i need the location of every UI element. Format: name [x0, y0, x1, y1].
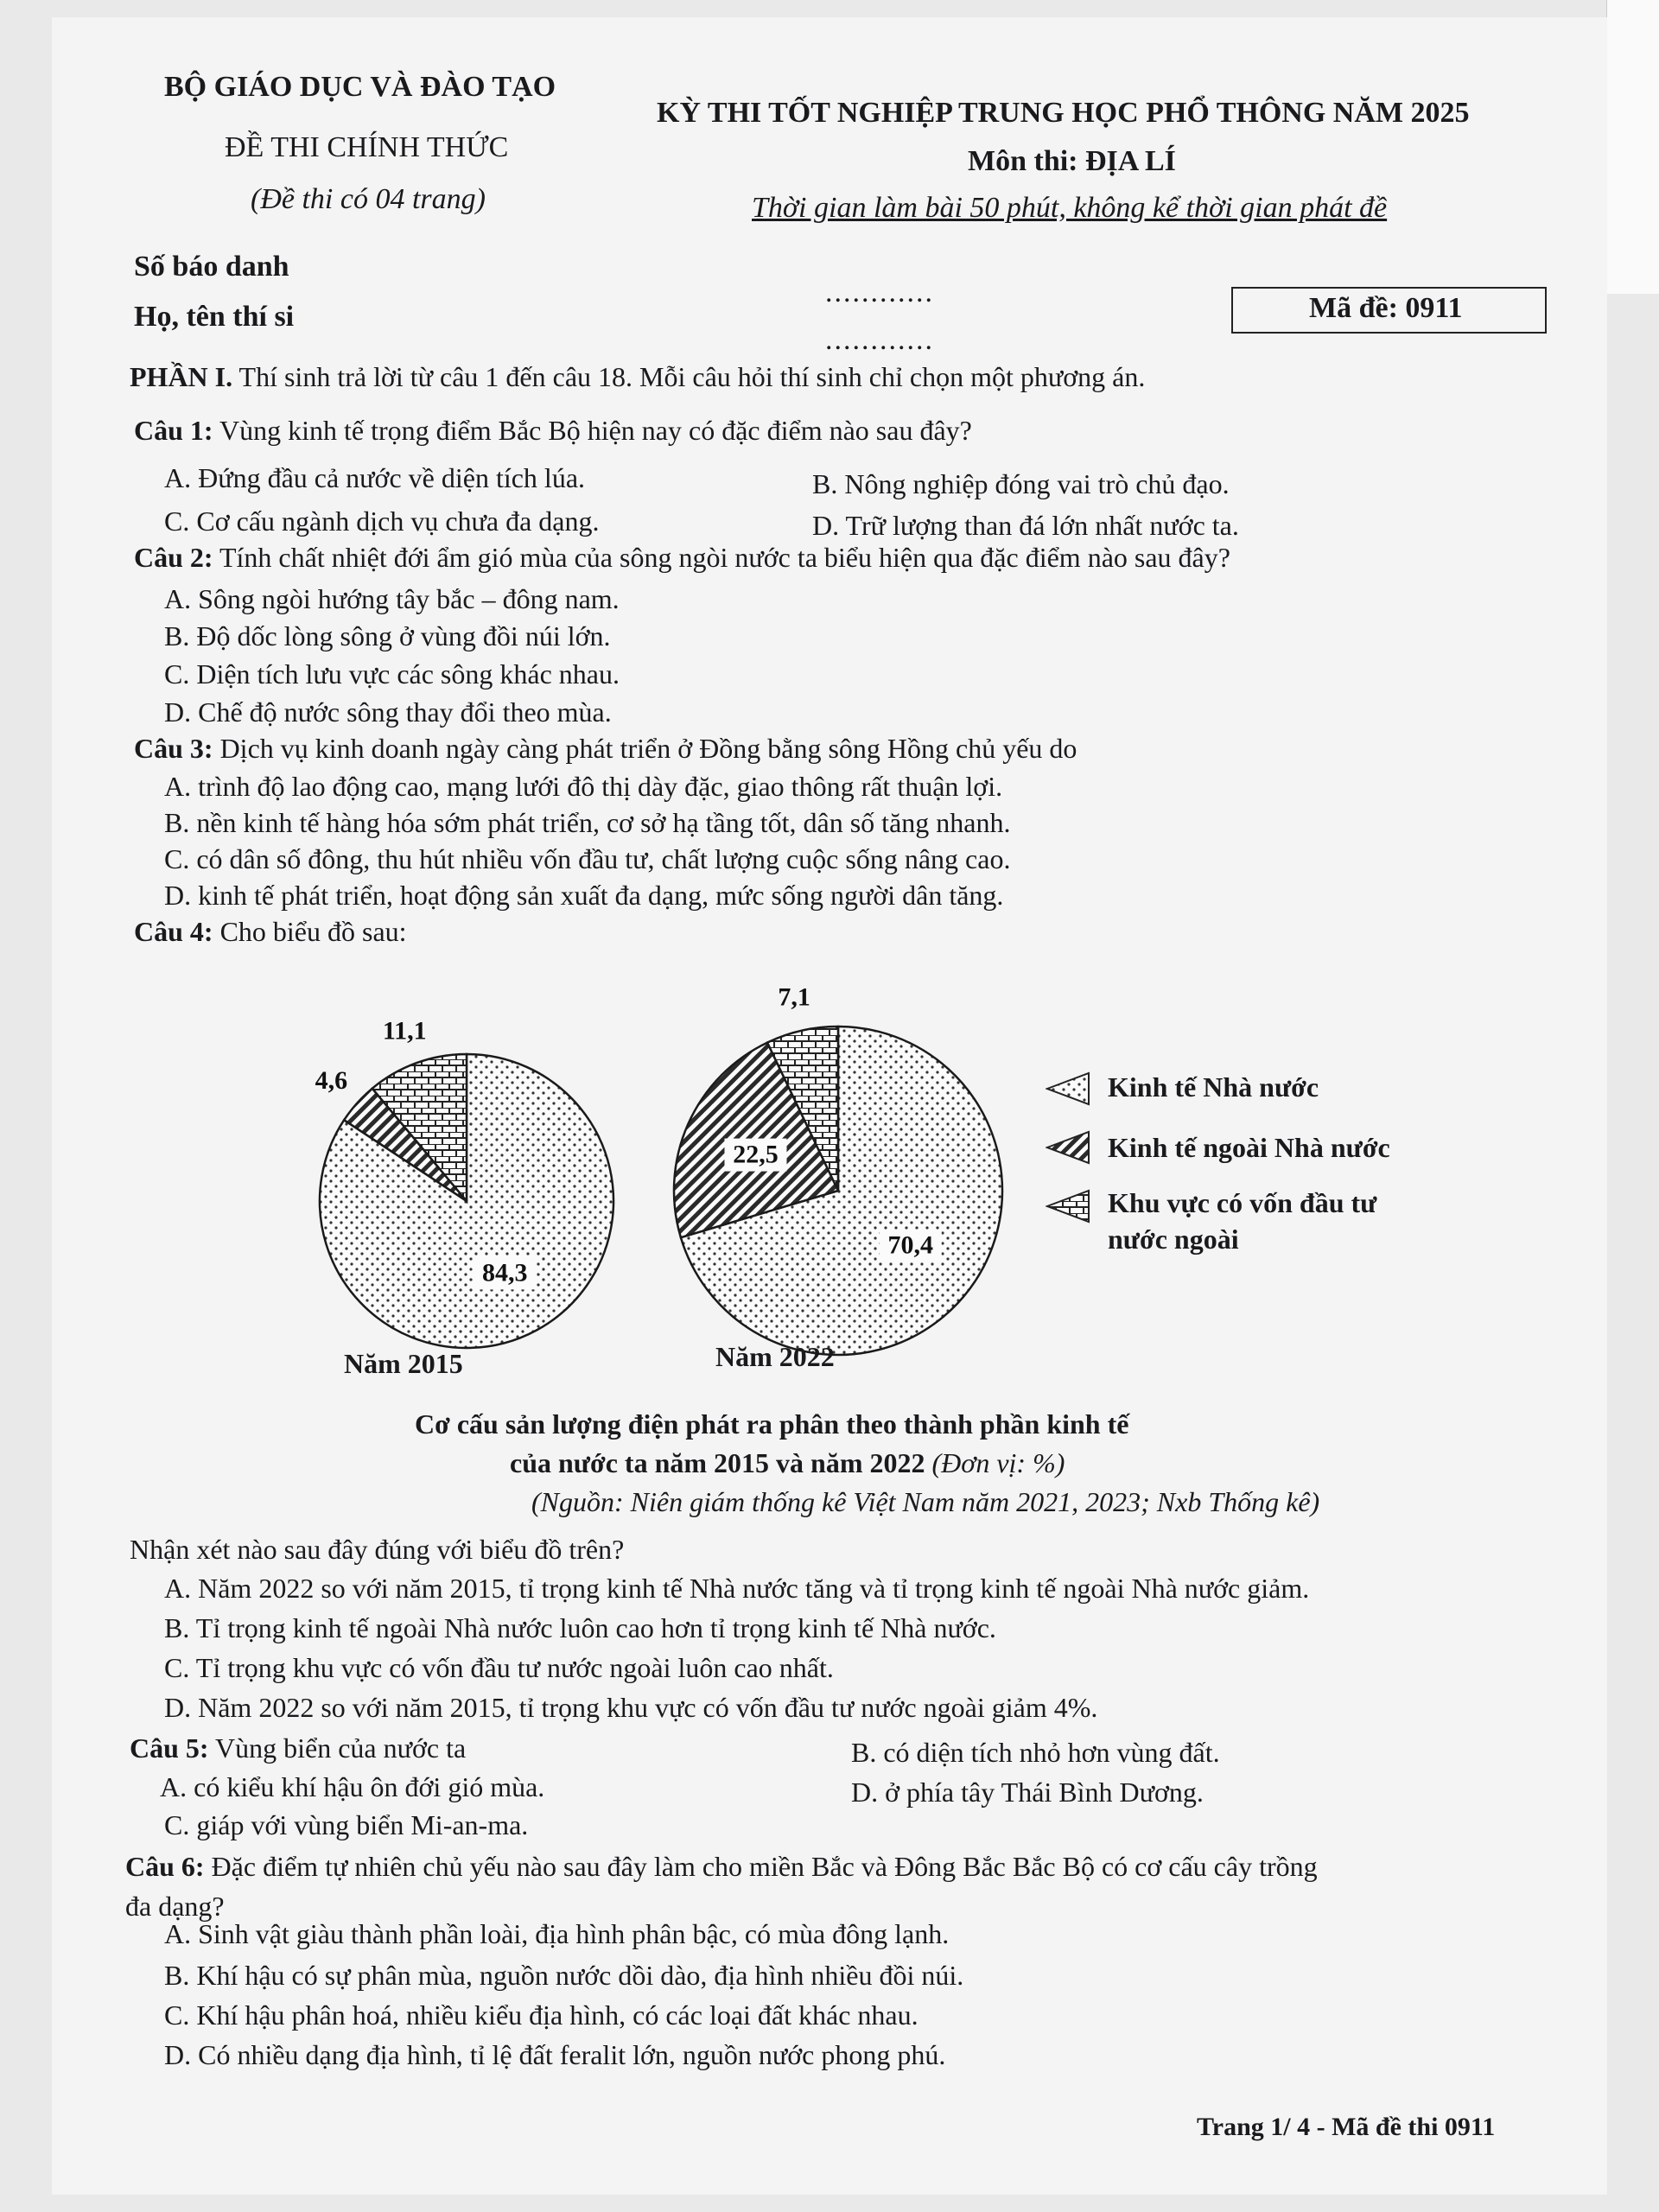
chart-title: Cơ cấu sản lượng điện phát ra phân theo thành phần kinh tế: [415, 1408, 1129, 1440]
pie-2022-caption: Năm 2022: [715, 1341, 835, 1372]
question-4-text: Cho biểu đồ sau:: [213, 916, 407, 947]
q3-option-c[interactable]: C. có dân số đông, thu hút nhiều vốn đầu tư, chất lượng cuộc sống nâng cao.: [164, 843, 1011, 874]
question-3-text: Dịch vụ kinh doanh ngày càng phát triển ở Đồng bằng sông Hồng chủ yếu do: [213, 733, 1077, 764]
candidate-name-dots: ............: [825, 324, 934, 356]
q4-option-b[interactable]: B. Tỉ trọng kinh tế ngoài Nhà nước luôn cao hơn tỉ trọng kinh tế Nhà nước.: [164, 1612, 996, 1643]
part-1-title: PHẦN I.: [130, 361, 233, 392]
pages-note: (Đề thi có 04 trang): [251, 183, 486, 215]
question-2-label: Câu 2:: [134, 542, 213, 573]
pie-2015-label-fdi: 11,1: [382, 1016, 427, 1046]
ministry-name: BỘ GIÁO DỤC VÀ ĐÀO TẠO: [164, 71, 556, 103]
q5-option-b[interactable]: B. có diện tích nhỏ hơn vùng đất.: [851, 1737, 1220, 1768]
q3-option-d[interactable]: D. kinh tế phát triển, hoạt động sản xuất đa dạng, mức sống người dân tăng.: [164, 880, 1004, 911]
question-6: [125, 1851, 1318, 1883]
q3-option-a[interactable]: A. trình độ lao động cao, mạng lưới đô thị dày đặc, giao thông rất thuận lợi.: [164, 771, 1003, 802]
q6-option-a[interactable]: A. Sinh vật giàu thành phần loài, địa hình phân bậc, có mùa đông lạnh.: [164, 1918, 950, 1949]
question-2: [134, 542, 1230, 574]
question-5-label: Câu 5:: [130, 1732, 209, 1764]
question-1-text: Vùng kinh tế trọng điểm Bắc Bộ hiện nay có đặc điểm nào sau đây?: [213, 415, 972, 446]
legend-label-state: Kinh tế Nhà nước: [1108, 1071, 1319, 1103]
exam-page: [52, 17, 1607, 2195]
q5-option-c[interactable]: C. giáp với vùng biển Mi-an-ma.: [164, 1809, 529, 1840]
exam-title: KỲ THI TỐT NGHIỆP TRUNG HỌC PHỔ THÔNG NĂM 2025: [657, 97, 1470, 129]
candidate-number-label: Số báo danh: [134, 251, 289, 283]
pie-chart: [225, 950, 1434, 1400]
q6-option-c[interactable]: C. Khí hậu phân hoá, nhiều kiểu địa hình, có các loại đất khác nhau.: [164, 1999, 918, 2031]
q3-option-b[interactable]: B. nền kinh tế hàng hóa sớm phát triển, cơ sở hạ tầng tốt, dân số tăng nhanh.: [164, 807, 1011, 838]
question-6-text: Đặc điểm tự nhiên chủ yếu nào sau đây làm cho miền Bắc và Đông Bắc Bắc Bộ có cơ cấu cây trồng: [204, 1851, 1318, 1882]
legend-label-nonstate: Kinh tế ngoài Nhà nước: [1108, 1132, 1390, 1163]
pie-2015-label-nonstate: 4,6: [315, 1066, 348, 1096]
question-3: [134, 733, 1077, 765]
q2-option-a[interactable]: A. Sông ngòi hướng tây bắc – đông nam.: [164, 583, 620, 614]
question-6-label: Câu 6:: [125, 1851, 205, 1882]
question-6-text-cont: đa dạng?: [125, 1891, 225, 1922]
legend-label-fdi-line1: Khu vực có vốn đầu tư: [1108, 1187, 1377, 1218]
question-5: [130, 1732, 466, 1764]
duration: Thời gian làm bài 50 phút, không kể thời gian phát đề: [752, 192, 1388, 224]
part-1-instruction: Thí sinh trả lời từ câu 1 đến câu 18. Mỗi câu hỏi thí sinh chỉ chọn một phương án.: [232, 361, 1146, 392]
q6-option-d[interactable]: D. Có nhiều dạng địa hình, tỉ lệ đất feralit lớn, nguồn nước phong phú.: [164, 2039, 946, 2070]
legend-swatch-nonstate: [1046, 1130, 1090, 1165]
q4-option-d[interactable]: D. Năm 2022 so với năm 2015, tỉ trọng khu vực có vốn đầu tư nước ngoài giảm 4%.: [164, 1692, 1098, 1723]
part-1-heading: [130, 361, 1145, 393]
q5-option-a[interactable]: A. có kiểu khí hậu ôn đới gió mùa.: [160, 1771, 545, 1802]
page-footer: Trang 1/ 4 - Mã đề thi 0911: [1197, 2113, 1496, 2141]
pie-2015-caption: Năm 2015: [344, 1348, 463, 1379]
pie-2022-label-nonstate: 22,5: [733, 1140, 779, 1169]
question-4: [134, 916, 407, 948]
legend-label-fdi-line2: nước ngoài: [1108, 1224, 1239, 1255]
subject: Môn thi: ĐỊA LÍ: [968, 145, 1176, 177]
chart-title-line2-text: của nước ta năm 2015 và năm 2022: [510, 1447, 925, 1478]
official-exam-label: ĐỀ THI CHÍNH THỨC: [225, 131, 509, 163]
candidate-number-dots: ............: [825, 276, 934, 308]
q1-option-b[interactable]: B. Nông nghiệp đóng vai trò chủ đạo.: [812, 468, 1230, 499]
pie-2022-label-state: 70,4: [887, 1230, 934, 1260]
q4-option-c[interactable]: C. Tỉ trọng khu vực có vốn đầu tư nước ngoài luôn cao nhất.: [164, 1652, 834, 1683]
q2-option-b[interactable]: B. Độ dốc lòng sông ở vùng đồi núi lớn.: [164, 620, 611, 652]
chart-title-line2: [510, 1447, 1065, 1479]
legend-swatch-state: [1046, 1071, 1090, 1106]
candidate-name-label: Họ, tên thí si: [134, 301, 295, 333]
question-1: [134, 415, 972, 447]
exam-code: Mã đề: 0911: [1309, 292, 1463, 324]
exam-code-box: [1231, 287, 1547, 334]
question-3-label: Câu 3:: [134, 733, 213, 764]
question-2-text: Tính chất nhiệt đới ẩm gió mùa của sông ngòi nước ta biểu hiện qua đặc điểm nào sau đây?: [213, 542, 1230, 573]
adjacent-page-edge: [1606, 0, 1659, 294]
question-4-prompt: Nhận xét nào sau đây đúng với biểu đồ trên?: [130, 1534, 625, 1565]
q6-option-b[interactable]: B. Khí hậu có sự phân mùa, nguồn nước dồi dào, địa hình nhiều đồi núi.: [164, 1960, 964, 1991]
chart-source: (Nguồn: Niên giám thống kê Việt Nam năm 2021, 2023; Nxb Thống kê): [531, 1486, 1320, 1517]
q5-option-d[interactable]: D. ở phía tây Thái Bình Dương.: [851, 1777, 1204, 1808]
question-1-label: Câu 1:: [134, 415, 213, 446]
q1-option-c[interactable]: C. Cơ cấu ngành dịch vụ chưa đa dạng.: [164, 505, 600, 537]
q4-option-a[interactable]: A. Năm 2022 so với năm 2015, tỉ trọng kinh tế Nhà nước tăng và tỉ trọng kinh tế ngoài Nhà nước giảm.: [164, 1573, 1310, 1604]
legend-swatch-fdi: [1046, 1189, 1090, 1224]
q2-option-c[interactable]: C. Diện tích lưu vực các sông khác nhau.: [164, 658, 620, 690]
pie-2022-label-fdi: 7,1: [778, 982, 810, 1012]
question-5-text: Vùng biển của nước ta: [208, 1732, 467, 1764]
q2-option-d[interactable]: D. Chế độ nước sông thay đổi theo mùa.: [164, 696, 612, 728]
chart-unit: (Đơn vị: %): [931, 1447, 1065, 1478]
question-4-label: Câu 4:: [134, 916, 213, 947]
q1-option-a[interactable]: A. Đứng đầu cả nước về diện tích lúa.: [164, 462, 586, 493]
pie-2015-label-state: 84,3: [482, 1258, 528, 1287]
q1-option-d[interactable]: D. Trữ lượng than đá lớn nhất nước ta.: [812, 510, 1239, 541]
